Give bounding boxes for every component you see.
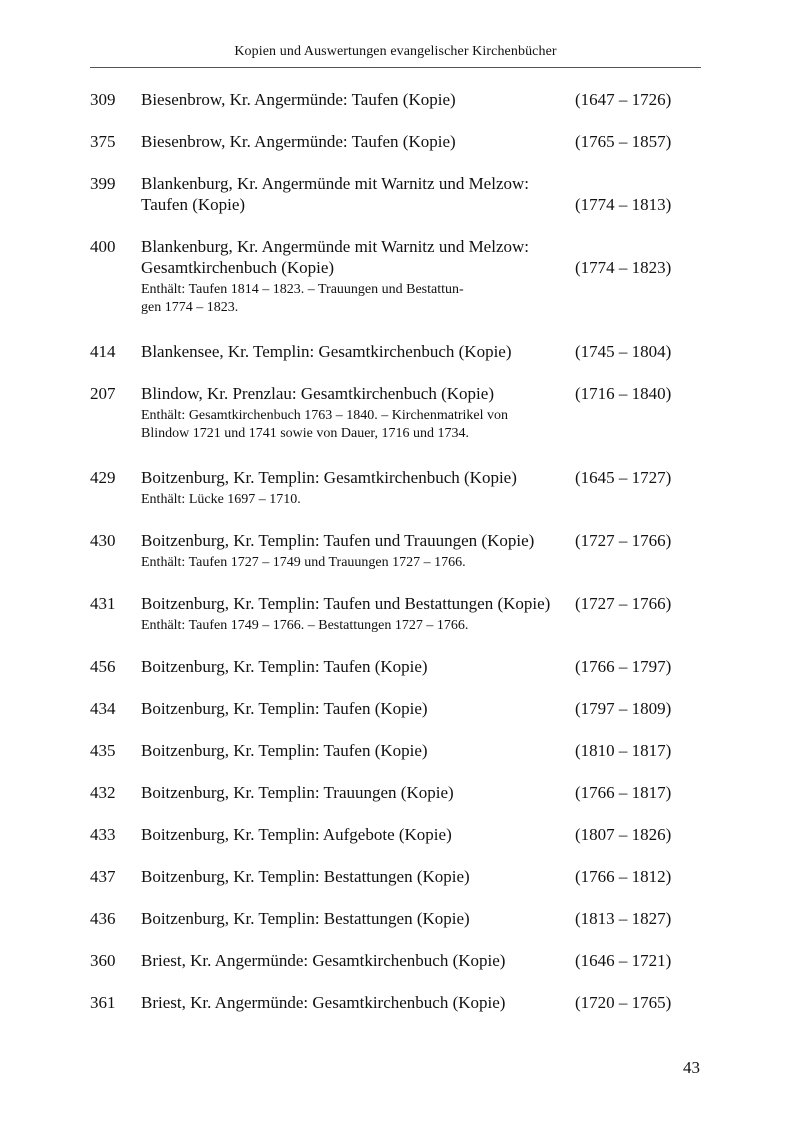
entry-years: (1774 – 1813) (575, 195, 672, 214)
entry-years: (1766 – 1817) (575, 783, 672, 802)
entry-number: 429 (90, 468, 116, 487)
entry-title-line-2: Taufen (Kopie) (141, 195, 246, 214)
entry-title: Boitzenburg, Kr. Templin: Taufen (Kopie) (141, 657, 428, 676)
entry-years: (1774 – 1823) (575, 258, 672, 277)
entry-title: Boitzenburg, Kr. Templin: Taufen und Bestattungen (Kopie) (141, 594, 551, 613)
entry-title: Boitzenburg, Kr. Templin: Bestattungen (Kopie) (141, 867, 470, 886)
entry-number: 432 (90, 783, 116, 802)
entry-years: (1810 – 1817) (575, 741, 672, 760)
entry-number: 361 (90, 993, 116, 1012)
entry-years: (1720 – 1765) (575, 993, 672, 1012)
entry-number: 435 (90, 741, 116, 760)
entry-note: Enthält: Lücke 1697 – 1710. (141, 492, 301, 507)
entry-years: (1645 – 1727) (575, 468, 672, 487)
entry-years: (1765 – 1857) (575, 132, 672, 151)
entry-title: Boitzenburg, Kr. Templin: Gesamtkirchenbuch (Kopie) (141, 468, 517, 487)
entry-number: 436 (90, 909, 116, 928)
entry-title: Blindow, Kr. Prenzlau: Gesamtkirchenbuch (Kopie) (141, 384, 494, 403)
entry-note-line-2: gen 1774 – 1823. (141, 300, 239, 315)
entry-title-line-2: Gesamtkirchenbuch (Kopie) (141, 258, 335, 277)
entry-title: Biesenbrow, Kr. Angermünde: Taufen (Kopie) (141, 90, 456, 109)
entry-number: 309 (90, 90, 116, 109)
entry-note: Enthält: Taufen 1749 – 1766. – Bestattungen 1727 – 1766. (141, 618, 469, 633)
entry-years: (1646 – 1721) (575, 951, 672, 970)
entry-number: 437 (90, 867, 116, 886)
entry-title: Boitzenburg, Kr. Templin: Trauungen (Kopie) (141, 783, 454, 802)
entry-number: 400 (90, 237, 116, 256)
entry-note-line-1: Enthält: Taufen 1814 – 1823. – Trauungen und Bestattun- (141, 282, 464, 297)
entry-years: (1727 – 1766) (575, 594, 672, 613)
entry-number: 434 (90, 699, 116, 718)
entry-title-line-1: Blankenburg, Kr. Angermünde mit Warnitz und Melzow: (141, 237, 529, 256)
entry-number: 431 (90, 594, 116, 613)
entry-title: Boitzenburg, Kr. Templin: Taufen (Kopie) (141, 741, 428, 760)
entry-years: (1647 – 1726) (575, 90, 672, 109)
entry-years: (1797 – 1809) (575, 699, 672, 718)
entry-years: (1766 – 1797) (575, 657, 672, 676)
entry-title: Boitzenburg, Kr. Templin: Taufen und Trauungen (Kopie) (141, 531, 535, 550)
entry-years: (1727 – 1766) (575, 531, 672, 550)
entry-number: 399 (90, 174, 116, 193)
entry-note: Enthält: Taufen 1727 – 1749 und Trauungen 1727 – 1766. (141, 555, 466, 570)
entry-number: 456 (90, 657, 116, 676)
entry-years: (1745 – 1804) (575, 342, 672, 361)
entry-number: 414 (90, 342, 116, 361)
page-number: 43 (683, 1058, 700, 1077)
entry-number: 207 (90, 384, 116, 403)
entry-title: Blankensee, Kr. Templin: Gesamtkirchenbuch (Kopie) (141, 342, 512, 361)
entry-note-line-2: Blindow 1721 und 1741 sowie von Dauer, 1716 und 1734. (141, 426, 470, 441)
entry-note-line-1: Enthält: Gesamtkirchenbuch 1763 – 1840. – Kirchenmatrikel von (141, 408, 509, 423)
entry-title: Biesenbrow, Kr. Angermünde: Taufen (Kopie) (141, 132, 456, 151)
entry-title: Boitzenburg, Kr. Templin: Bestattungen (Kopie) (141, 909, 470, 928)
entry-title: Boitzenburg, Kr. Templin: Aufgebote (Kopie) (141, 825, 452, 844)
entry-years: (1716 – 1840) (575, 384, 672, 403)
entry-number: 375 (90, 132, 116, 151)
entry-number: 430 (90, 531, 116, 550)
entry-title: Briest, Kr. Angermünde: Gesamtkirchenbuch (Kopie) (141, 951, 506, 970)
entry-years: (1807 – 1826) (575, 825, 672, 844)
entry-years: (1766 – 1812) (575, 867, 672, 886)
header-rule (90, 67, 701, 68)
entry-title: Briest, Kr. Angermünde: Gesamtkirchenbuch (Kopie) (141, 993, 506, 1012)
running-header: Kopien und Auswertungen evangelischer Kirchenbücher (234, 44, 557, 59)
entry-number: 360 (90, 951, 116, 970)
entry-title-line-1: Blankenburg, Kr. Angermünde mit Warnitz und Melzow: (141, 174, 529, 193)
entry-years: (1813 – 1827) (575, 909, 672, 928)
entry-number: 433 (90, 825, 116, 844)
entry-title: Boitzenburg, Kr. Templin: Taufen (Kopie) (141, 699, 428, 718)
